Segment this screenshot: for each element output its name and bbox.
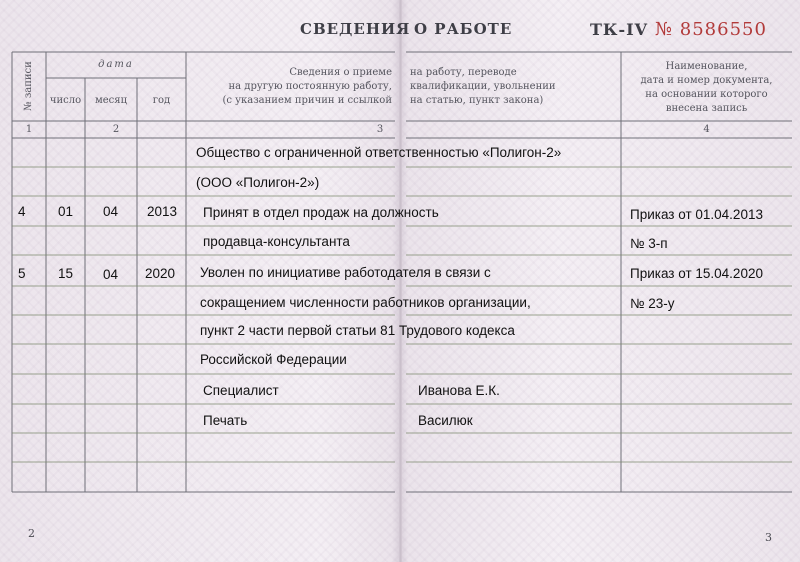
col-info-left-line: на другую постоянную работу, [228,81,392,92]
company-name-line2: (ООО «Полигон-2») [196,175,320,190]
col-info-left [190,66,392,108]
col-number-3: 3 [376,124,384,135]
record-4-doc-line2: № 3-п [630,236,668,251]
record-5-year: 2020 [145,266,176,281]
signature-name-specialist: Иванова Е.К. [418,383,500,398]
signature-name-second: Василюк [418,413,473,428]
record-4-doc-line1: Приказ от 01.04.2013 [630,207,763,222]
record-5-doc-line1: Приказ от 15.04.2020 [630,266,763,281]
col-number-4: 4 [703,124,710,135]
col-info-right-line: квалификации, увольнении [410,81,556,92]
record-5-text-line3: пункт 2 части первой статьи 81 Трудового кодекса [200,323,515,338]
page-number-left: 2 [28,527,35,540]
col-info-left-line: Сведения о приеме [289,67,392,78]
record-5-day: 15 [58,266,74,281]
record-5-text-line2: сокращением численности работников организации, [200,295,531,310]
col-number-2: 2 [112,124,120,135]
company-name-line1: Общество с ограниченной ответственностью «Полигон-2» [196,145,562,160]
header-series: ТК-IV [590,20,648,39]
col-info-right-line: на статью, пункт закона) [410,95,544,106]
col-document [621,60,792,116]
col-document-line: Наименование, [665,61,748,72]
header-serial-number: № 8586550 [655,19,767,40]
col-info-right-line: на работу, переводе [410,67,517,78]
col-month: месяц [94,95,128,106]
record-4-number: 4 [18,204,26,219]
col-info-right [410,66,615,108]
col-record-no: № записи [23,61,34,111]
col-date: дата [98,59,134,70]
seal-label: Печать [203,413,248,428]
record-4-text-line1: Принят в отдел продаж на должность [203,205,439,220]
col-document-line: внесена запись [665,103,748,114]
record-5-month: 04 [103,267,119,282]
record-4-day: 01 [58,204,74,219]
col-number-1: 1 [25,124,33,135]
col-document-line: дата и номер документа, [640,75,773,86]
record-5-number: 5 [18,266,26,281]
record-4-text-line2: продавца-консультанта [203,234,350,249]
header-title-left: СВЕДЕНИЯ [300,20,411,38]
col-year: год [152,95,171,106]
page-number-right: 3 [765,531,772,544]
record-5-doc-line2: № 23-у [630,296,675,311]
col-document-line: на основании которого [645,89,768,100]
record-4-month: 04 [103,204,119,219]
record-5-text-line1: Уволен по инициативе работодателя в связи с [200,265,491,280]
col-info-left-line: (с указанием причин и ссылкой [222,95,392,106]
signature-role-specialist: Специалист [203,383,279,398]
header-title-right: О РАБОТЕ [414,20,513,38]
record-4-year: 2013 [147,204,178,219]
record-5-text-line4: Российской Федерации [200,352,347,367]
col-day: число [49,95,82,106]
